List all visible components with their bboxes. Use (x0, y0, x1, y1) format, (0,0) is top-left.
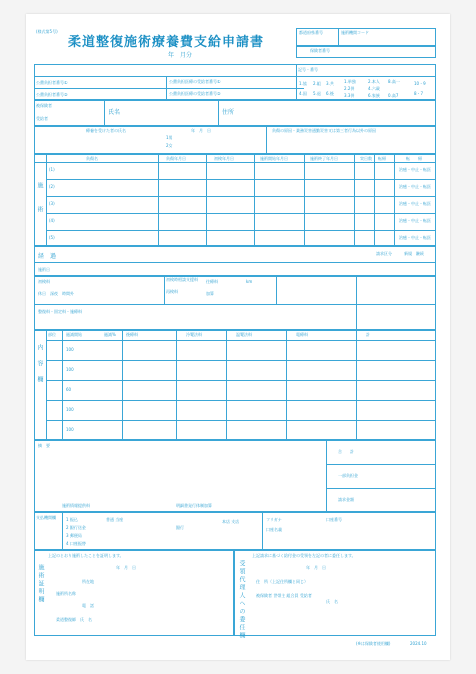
revisit-label: 再検料 (166, 289, 178, 294)
outcome-4[interactable]: 治癒・中止・転医 (399, 218, 431, 223)
certification-side-label: 施術証明欄 (37, 564, 44, 604)
category-1: 1.協 (299, 81, 307, 86)
injury-header-date: 負傷年月日 (166, 156, 186, 161)
rate-1: 10・9 (414, 81, 426, 86)
visit-date-label: 施術日 (38, 267, 50, 272)
delegation-stmt: 上記請求に基づく給付金の受領を左記の者に委任します。 (252, 553, 356, 558)
name-label: 氏名 (108, 109, 121, 116)
patient-dob: 年 月 日 (191, 128, 211, 133)
rate-row-1: 100 (66, 347, 74, 352)
insured-label: 被保険者 (36, 103, 52, 108)
delegation-date: 年 月 日 (306, 565, 326, 570)
travel-add-label: 加算 (206, 291, 214, 296)
summary-copay: 一部負担金 (338, 473, 358, 478)
rate-row-5: 100 (66, 427, 74, 432)
outcome-3[interactable]: 治癒・中止・転医 (399, 201, 431, 206)
outcome-5[interactable]: 治癒・中止・転医 (399, 235, 431, 240)
certification-stmt: 上記のとおり施術したことを証明します。 (48, 553, 124, 558)
clinic-phone: 電 話 (82, 603, 94, 608)
form-number: (様式第5号) (36, 29, 58, 34)
practitioner-name: 柔道整復師 氏 名 (56, 617, 92, 622)
delegation-address: 住 所（上記住所欄と同じ） (256, 579, 308, 584)
pay-method-3[interactable]: 3 郵便局 (66, 533, 82, 538)
detail-header-elec: 電療料 (296, 332, 308, 337)
patient-name-header: 療養を受けた者の氏名 (86, 128, 126, 133)
category-3: 3.共 (326, 81, 334, 86)
claim-type-label: 請求区分 (376, 251, 392, 256)
detail-stmt-label: 明細書発行体制加算 (176, 503, 212, 508)
kana-label: フリガナ (266, 517, 282, 522)
category-4: 4.国 (299, 91, 307, 96)
outcome-2[interactable]: 治癒・中止・転医 (399, 184, 431, 189)
summary-claim: 請求金額 (338, 497, 354, 502)
delegation-roles: 被保険者 世帯主 組合員 受給者 (256, 593, 312, 598)
insurer-no-label: 保険者番号 (310, 48, 330, 53)
detail-table (34, 330, 436, 440)
clinic-name: 施術所名称 (56, 591, 76, 596)
injury-header-outcome2: 転 帰 (406, 156, 422, 161)
address-label: 住所 (222, 109, 235, 116)
km-label: km (246, 279, 253, 284)
clinic-code-label: 施術機関コード (341, 30, 369, 35)
delegation-side-label: 受領代理人への委任欄 (238, 560, 245, 640)
claim-type-options[interactable]: 新規 継続 (404, 251, 424, 256)
rate-2: 8・7 (414, 91, 424, 96)
account-type: 普通 当座 (106, 517, 124, 522)
gender-female: 2女 (166, 143, 173, 148)
footer-date: 2024.10 (410, 641, 427, 646)
injury-row-5: (5) (49, 235, 55, 240)
rate-row-4: 100 (66, 407, 74, 412)
detail-header-cold: 冷罨法料 (186, 332, 202, 337)
rate-row-3: 60 (66, 387, 72, 392)
ratio-a-3: 6.家族 (368, 93, 380, 98)
public1-label: 公費負担者番号① (36, 80, 68, 85)
travel-label: 往療料 (206, 279, 218, 284)
detail-header-after: 後療料 (126, 332, 138, 337)
gender-male: 1男 (166, 135, 173, 140)
injury-cause-note: 負傷の原因・業務災害通勤災害又は第三者行為以外の原因 (272, 128, 376, 133)
benefit-3: 3.3併 (344, 93, 355, 98)
remarks-block (34, 440, 436, 512)
injury-header-days: 実日数 (360, 156, 372, 161)
pref-no-label: 都道府県番号 (299, 30, 323, 35)
injury-side-label: 施 術 (36, 182, 43, 214)
footer-note: (※は保険者使用欄) (356, 641, 391, 646)
remarks-label: 摘 要 (38, 443, 50, 448)
first-exam-label: 初検料 (38, 279, 50, 284)
category-5: 5.退 (313, 91, 321, 96)
fees-block (34, 276, 436, 330)
injury-table (34, 154, 436, 246)
insured-block (34, 100, 436, 126)
detail-header-part: 部位 (48, 332, 56, 337)
night-label: 休日 深夜 時間外 (38, 291, 74, 296)
injury-row-1: (1) (49, 167, 55, 172)
injury-header-outcome: 転帰 (378, 156, 386, 161)
recipient-label: 受給者 (36, 116, 48, 121)
symbol-no-label: 記号・番号 (298, 67, 318, 72)
injury-header-end: 施術終了年月日 (310, 156, 338, 161)
benefit-2: 2.2併 (344, 86, 355, 91)
recipient2-label: 公費負担医療の受給者番号② (169, 91, 221, 96)
injury-row-4: (4) (49, 218, 55, 223)
public2-label: 公費負担者番号② (36, 92, 68, 97)
outcome-1[interactable]: 治癒・中止・転医 (399, 167, 431, 172)
category-6: 6.後 (326, 91, 334, 96)
benefit-1: 1.単独 (344, 79, 356, 84)
clinic-address: 所在地 (82, 579, 94, 584)
ratio-a-2: 4.六歳 (368, 86, 380, 91)
payment-block (34, 512, 436, 550)
progress-label: 経 過 (38, 253, 57, 260)
summary-total: 合 計 (338, 449, 354, 454)
ratio-b-1: 8.高一 (388, 79, 400, 84)
detail-header-total: 計 (366, 332, 370, 337)
content-side-label: 内 容 欄 (36, 344, 43, 384)
category-2: 2.組 (313, 81, 321, 86)
injury-header-first: 初検年月日 (214, 156, 234, 161)
pay-method-4[interactable]: 4 口座振替 (66, 541, 86, 546)
injury-header-start: 施術開始年月日 (260, 156, 288, 161)
form-title: 柔道整復施術療養費支給申請書 (68, 35, 265, 50)
recipient1-label: 公費負担医療の受給者番号① (169, 79, 221, 84)
branch-label: 本店 支店 (222, 519, 240, 524)
form-year-month: 年 月分 (168, 52, 193, 59)
rate-row-2: 100 (66, 367, 74, 372)
info-fee-label: 施術情報提供料 (62, 503, 90, 508)
ratio-a-1: 2.本人 (368, 79, 380, 84)
holder-label: 口座名義 (266, 527, 282, 532)
bank-label: 銀行 (176, 525, 184, 530)
injury-row-3: (3) (49, 201, 55, 206)
injury-header-name: 負傷名 (86, 156, 98, 161)
injury-row-2: (2) (49, 184, 55, 189)
pay-method-2[interactable]: 2 銀行送金 (66, 525, 86, 530)
certification-date: 年 月 日 (116, 565, 136, 570)
ratio-b-2: 0.高7 (388, 93, 399, 98)
pay-method-1[interactable]: 1 振込 (66, 517, 78, 522)
detail-header-pct: 逓減% (104, 332, 116, 337)
first-fee-label: 初検時相談支援料 (166, 277, 198, 282)
fee-total-label: 整復料・固定料・施療料 (38, 309, 82, 314)
claim-form-sheet (26, 14, 450, 660)
payment-label: 支払機関欄 (36, 515, 56, 520)
detail-header-warm: 温罨法料 (236, 332, 252, 337)
delegation-name: 氏 名 (326, 599, 338, 604)
account-no-label: 口座番号 (326, 517, 342, 522)
detail-header-start: 逓減開始 (66, 332, 82, 337)
